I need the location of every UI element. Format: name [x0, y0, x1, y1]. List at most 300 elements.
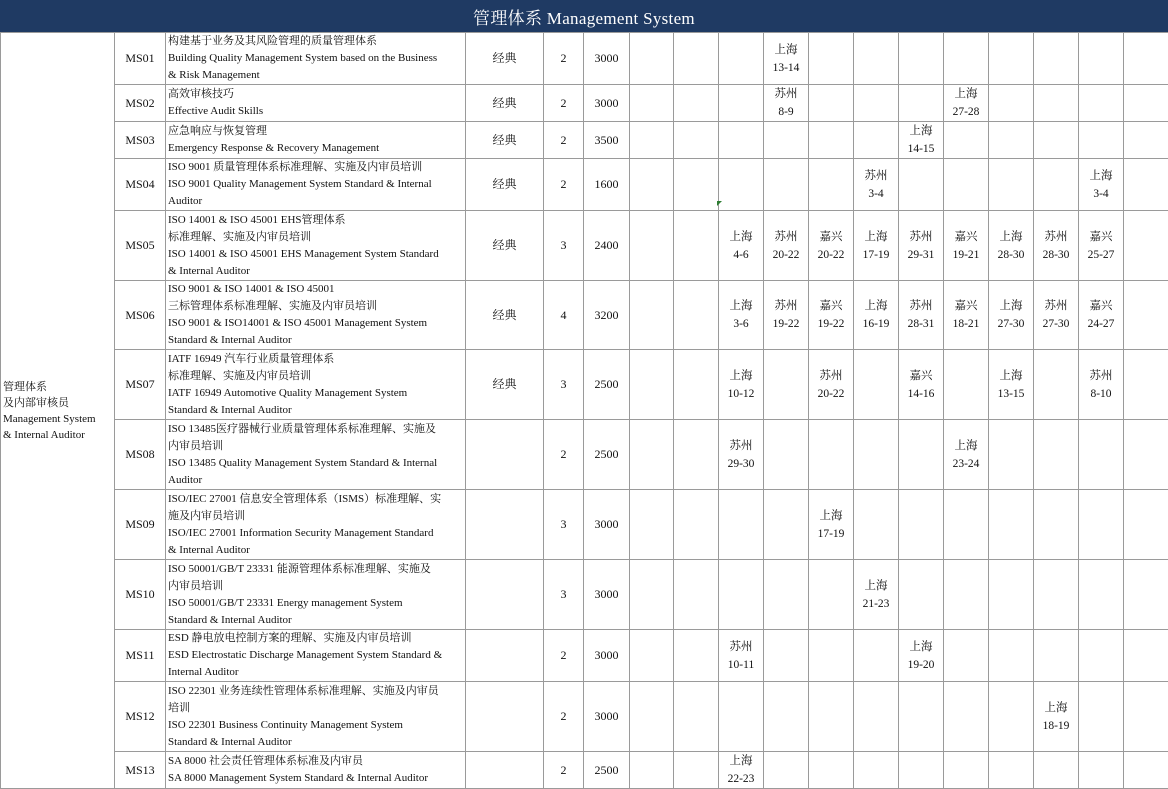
schedule-cell: [899, 122, 944, 159]
schedule-cell: [1034, 211, 1079, 281]
course-name-line: Effective Audit Skills: [168, 103, 463, 120]
session-dates: 29-30: [719, 455, 763, 473]
course-name-line: & Risk Management: [168, 67, 463, 84]
blank-cell: [674, 281, 719, 350]
schedule-cell: [809, 159, 854, 211]
schedule-cell: [1079, 752, 1124, 789]
schedule-cell: [989, 211, 1034, 281]
blank-cell: [1124, 560, 1168, 630]
blank-cell: [1124, 490, 1168, 560]
course-type: 经典: [466, 33, 544, 85]
schedule-cell: [764, 560, 809, 630]
session-city: 上海: [989, 228, 1033, 246]
schedule-cell: [989, 560, 1034, 630]
schedule-cell: [899, 682, 944, 752]
schedule-cell: [809, 122, 854, 159]
session-city: 上海: [764, 41, 808, 59]
schedule-cell: [854, 159, 899, 211]
course-price: 3000: [584, 560, 630, 630]
schedule-cell: [854, 33, 899, 85]
session-dates: 20-22: [809, 246, 853, 264]
session-dates: 29-31: [899, 246, 943, 264]
session-city: 上海: [989, 367, 1033, 385]
course-name: [166, 752, 466, 789]
course-type: [466, 490, 544, 560]
course-name-line: ISO 22301 业务连续性管理体系标准理解、实施及内审员: [168, 683, 463, 700]
course-name-line: ESD 静电放电控制方案的理解、实施及内审员培训: [168, 630, 463, 647]
blank-cell: [674, 682, 719, 752]
course-name-line: ISO/IEC 27001 Information Security Management Standard: [168, 525, 463, 542]
schedule-cell: [1079, 350, 1124, 420]
table-row: [1, 560, 1168, 630]
course-type: [466, 752, 544, 789]
blank-cell: [630, 281, 674, 350]
schedule-cell: [764, 281, 809, 350]
schedule-cell: [809, 350, 854, 420]
schedule-cell: [719, 350, 764, 420]
session-dates: 23-24: [944, 455, 988, 473]
course-price: 3200: [584, 281, 630, 350]
cell-comment-marker: [717, 201, 722, 206]
schedule-cell: [944, 682, 989, 752]
course-days: 3: [544, 490, 584, 560]
schedule-cell: [899, 159, 944, 211]
schedule-cell: [1034, 33, 1079, 85]
session-city: 嘉兴: [944, 228, 988, 246]
schedule-cell: [989, 281, 1034, 350]
schedule-cell: [809, 33, 854, 85]
schedule-cell: [854, 211, 899, 281]
session-city: 苏州: [1079, 367, 1123, 385]
session-city: 苏州: [764, 85, 808, 103]
course-days: 4: [544, 281, 584, 350]
schedule-cell: [764, 682, 809, 752]
blank-cell: [674, 630, 719, 682]
course-name-line: 培训: [168, 700, 463, 717]
course-name-line: ISO 9001 Quality Management System Standard & Internal: [168, 176, 463, 193]
session-city: 上海: [1079, 167, 1123, 185]
schedule-cell: [1079, 122, 1124, 159]
table-row: [1, 33, 1168, 85]
schedule-cell: [899, 350, 944, 420]
table-row: [1, 159, 1168, 211]
blank-cell: [630, 752, 674, 789]
course-name: [166, 33, 466, 85]
schedule-cell: [899, 752, 944, 789]
session-dates: 10-11: [719, 656, 763, 674]
course-name-line: Standard & Internal Auditor: [168, 332, 463, 349]
schedule-cell: [944, 85, 989, 122]
table-row: [1, 85, 1168, 122]
course-name-line: 高效审核技巧: [168, 86, 463, 103]
course-price: 1600: [584, 159, 630, 211]
session-city: 苏州: [1034, 228, 1078, 246]
schedule-cell: [989, 33, 1034, 85]
session-dates: 19-22: [809, 315, 853, 333]
schedule-cell: [764, 630, 809, 682]
course-code: MS04: [115, 159, 166, 211]
course-price: 3500: [584, 122, 630, 159]
schedule-cell: [1079, 211, 1124, 281]
course-code: MS05: [115, 211, 166, 281]
blank-cell: [630, 350, 674, 420]
session-dates: 20-22: [764, 246, 808, 264]
schedule-cell: [989, 122, 1034, 159]
course-name-line: 三标管理体系标准理解、实施及内审员培训: [168, 298, 463, 315]
schedule-cell: [1034, 122, 1079, 159]
blank-cell: [674, 560, 719, 630]
course-code: MS02: [115, 85, 166, 122]
course-name-line: ISO 9001 & ISO 14001 & ISO 45001: [168, 281, 463, 298]
session-city: 嘉兴: [899, 367, 943, 385]
blank-cell: [630, 33, 674, 85]
course-price: 3000: [584, 682, 630, 752]
course-name-line: ISO 9001 & ISO14001 & ISO 45001 Management System: [168, 315, 463, 332]
schedule-cell: [944, 159, 989, 211]
course-days: 2: [544, 33, 584, 85]
course-name-line: IATF 16949 Automotive Quality Management System: [168, 385, 463, 402]
course-code: MS08: [115, 420, 166, 490]
schedule-cell: [1079, 159, 1124, 211]
blank-cell: [674, 159, 719, 211]
schedule-cell: [899, 560, 944, 630]
schedule-cell: [1079, 33, 1124, 85]
course-name: [166, 420, 466, 490]
course-name-line: ISO 50001/GB/T 23331 能源管理体系标准理解、实施及: [168, 561, 463, 578]
course-price: 3000: [584, 490, 630, 560]
course-code: MS12: [115, 682, 166, 752]
schedule-cell: [809, 420, 854, 490]
course-name: [166, 281, 466, 350]
course-name-line: ISO/IEC 27001 信息安全管理体系（ISMS）标准理解、实: [168, 491, 463, 508]
schedule-cell: [809, 630, 854, 682]
schedule-cell: [1034, 85, 1079, 122]
course-price: 2500: [584, 752, 630, 789]
session-dates: 28-31: [899, 315, 943, 333]
session-city: 苏州: [1034, 297, 1078, 315]
schedule-cell: [764, 85, 809, 122]
session-dates: 17-19: [854, 246, 898, 264]
course-days: 2: [544, 420, 584, 490]
course-days: 2: [544, 630, 584, 682]
session-dates: 3-4: [854, 185, 898, 203]
blank-cell: [1124, 33, 1168, 85]
blank-cell: [1124, 752, 1168, 789]
session-city: 上海: [944, 437, 988, 455]
schedule-cell: [854, 490, 899, 560]
schedule-cell: [719, 682, 764, 752]
session-dates: 28-30: [989, 246, 1033, 264]
course-type: 经典: [466, 350, 544, 420]
course-name-line: SA 8000 社会责任管理体系标准及内审员: [168, 753, 463, 770]
session-dates: 3-6: [719, 315, 763, 333]
schedule-cell: [719, 420, 764, 490]
blank-cell: [630, 420, 674, 490]
course-type: 经典: [466, 85, 544, 122]
schedule-cell: [944, 122, 989, 159]
table-row: [1, 281, 1168, 350]
schedule-cell: [719, 490, 764, 560]
course-name-line: ISO 14001 & ISO 45001 EHS Management System Standard: [168, 246, 463, 263]
session-dates: 27-28: [944, 103, 988, 121]
course-name-line: & Internal Auditor: [168, 263, 463, 280]
course-name-line: 标准理解、实施及内审员培训: [168, 368, 463, 385]
schedule-cell: [854, 350, 899, 420]
course-name-line: 应急响应与恢复管理: [168, 123, 463, 140]
category-cell: [1, 33, 115, 789]
course-name: [166, 682, 466, 752]
blank-cell: [674, 490, 719, 560]
schedule-cell: [809, 682, 854, 752]
blank-cell: [674, 33, 719, 85]
course-days: 3: [544, 350, 584, 420]
schedule-cell: [899, 33, 944, 85]
schedule-cell: [1034, 159, 1079, 211]
session-dates: 14-15: [899, 140, 943, 158]
course-type: 经典: [466, 281, 544, 350]
table-row: [1, 420, 1168, 490]
schedule-cell: [944, 350, 989, 420]
course-name-line: 内审员培训: [168, 578, 463, 595]
session-city: 苏州: [719, 437, 763, 455]
schedule-cell: [1034, 490, 1079, 560]
course-code: MS06: [115, 281, 166, 350]
blank-cell: [630, 490, 674, 560]
session-city: 苏州: [899, 228, 943, 246]
blank-cell: [674, 350, 719, 420]
schedule-cell: [1034, 281, 1079, 350]
schedule-cell: [764, 752, 809, 789]
schedule-cell: [1034, 420, 1079, 490]
session-city: 嘉兴: [809, 228, 853, 246]
table-row: [1, 211, 1168, 281]
session-dates: 4-6: [719, 246, 763, 264]
schedule-cell: [719, 211, 764, 281]
session-dates: 8-9: [764, 103, 808, 121]
course-name-line: 内审员培训: [168, 438, 463, 455]
course-name-line: IATF 16949 汽车行业质量管理体系: [168, 351, 463, 368]
session-dates: 21-23: [854, 595, 898, 613]
schedule-cell: [1079, 281, 1124, 350]
blank-cell: [1124, 630, 1168, 682]
course-name: [166, 211, 466, 281]
session-city: 上海: [989, 297, 1033, 315]
course-name-line: ISO 9001 质量管理体系标准理解、实施及内审员培训: [168, 159, 463, 176]
session-city: 上海: [944, 85, 988, 103]
schedule-cell: [809, 211, 854, 281]
course-name-line: ISO 22301 Business Continuity Management System: [168, 717, 463, 734]
blank-cell: [674, 211, 719, 281]
blank-cell: [630, 682, 674, 752]
blank-cell: [674, 85, 719, 122]
schedule-cell: [719, 85, 764, 122]
schedule-cell: [719, 33, 764, 85]
table-row: [1, 490, 1168, 560]
course-name-line: Internal Auditor: [168, 664, 463, 681]
schedule-cell: [719, 122, 764, 159]
schedule-cell: [1079, 630, 1124, 682]
course-schedule-table: [0, 32, 1168, 789]
session-dates: 13-15: [989, 385, 1033, 403]
session-city: 嘉兴: [1079, 297, 1123, 315]
schedule-cell: [719, 159, 764, 211]
course-code: MS07: [115, 350, 166, 420]
course-name-line: ESD Electrostatic Discharge Management System Standard &: [168, 647, 463, 664]
blank-cell: [630, 159, 674, 211]
schedule-cell: [719, 630, 764, 682]
session-dates: 16-19: [854, 315, 898, 333]
session-dates: 3-4: [1079, 185, 1123, 203]
course-name-line: ISO 13485 Quality Management System Standard & Internal: [168, 455, 463, 472]
session-dates: 28-30: [1034, 246, 1078, 264]
schedule-cell: [944, 420, 989, 490]
course-name: [166, 85, 466, 122]
table-row: [1, 350, 1168, 420]
course-days: 2: [544, 85, 584, 122]
session-city: 上海: [899, 122, 943, 140]
session-dates: 18-21: [944, 315, 988, 333]
blank-cell: [630, 560, 674, 630]
session-city: 上海: [719, 367, 763, 385]
schedule-cell: [854, 85, 899, 122]
session-city: 上海: [899, 638, 943, 656]
schedule-cell: [989, 350, 1034, 420]
schedule-cell: [899, 281, 944, 350]
course-price: 3000: [584, 630, 630, 682]
schedule-cell: [854, 682, 899, 752]
course-name: [166, 560, 466, 630]
session-dates: 27-30: [989, 315, 1033, 333]
schedule-cell: [764, 159, 809, 211]
course-price: 3000: [584, 33, 630, 85]
schedule-cell: [1079, 420, 1124, 490]
session-city: 上海: [854, 577, 898, 595]
session-dates: 17-19: [809, 525, 853, 543]
schedule-cell: [944, 560, 989, 630]
schedule-cell: [719, 752, 764, 789]
table-row: [1, 630, 1168, 682]
course-code: MS11: [115, 630, 166, 682]
schedule-cell: [899, 211, 944, 281]
session-dates: 19-22: [764, 315, 808, 333]
course-name-line: SA 8000 Management System Standard & Internal Auditor: [168, 770, 463, 787]
schedule-cell: [764, 211, 809, 281]
schedule-cell: [809, 490, 854, 560]
schedule-cell: [809, 85, 854, 122]
course-name-line: 施及内审员培训: [168, 508, 463, 525]
session-city: 上海: [719, 752, 763, 770]
category-label: & Internal Auditor: [3, 427, 114, 443]
blank-cell: [1124, 682, 1168, 752]
schedule-cell: [809, 752, 854, 789]
course-name-line: ISO 14001 & ISO 45001 EHS管理体系: [168, 212, 463, 229]
session-dates: 8-10: [1079, 385, 1123, 403]
course-code: MS03: [115, 122, 166, 159]
schedule-cell: [944, 752, 989, 789]
session-dates: 24-27: [1079, 315, 1123, 333]
course-name-line: Auditor: [168, 193, 463, 210]
category-label: 及内部审核员: [3, 395, 114, 411]
blank-cell: [630, 211, 674, 281]
schedule-cell: [944, 490, 989, 560]
schedule-cell: [854, 630, 899, 682]
schedule-cell: [1034, 350, 1079, 420]
blank-cell: [630, 122, 674, 159]
session-dates: 22-23: [719, 770, 763, 788]
course-price: 2400: [584, 211, 630, 281]
session-city: 上海: [854, 228, 898, 246]
session-city: 嘉兴: [1079, 228, 1123, 246]
schedule-cell: [944, 211, 989, 281]
schedule-cell: [944, 630, 989, 682]
course-code: MS13: [115, 752, 166, 789]
schedule-cell: [989, 159, 1034, 211]
course-price: 2500: [584, 350, 630, 420]
schedule-cell: [854, 752, 899, 789]
course-name-line: ISO 50001/GB/T 23331 Energy management System: [168, 595, 463, 612]
schedule-cell: [989, 490, 1034, 560]
course-name-line: Building Quality Management System based on the Business: [168, 50, 463, 67]
schedule-cell: [764, 350, 809, 420]
schedule-cell: [1034, 752, 1079, 789]
course-name-line: 构建基于业务及其风险管理的质量管理体系: [168, 33, 463, 50]
course-name-line: ISO 13485医疗器械行业质量管理体系标准理解、实施及: [168, 421, 463, 438]
blank-cell: [630, 630, 674, 682]
course-price: 3000: [584, 85, 630, 122]
schedule-cell: [854, 560, 899, 630]
schedule-cell: [989, 420, 1034, 490]
session-city: 上海: [854, 297, 898, 315]
schedule-cell: [899, 420, 944, 490]
schedule-cell: [899, 490, 944, 560]
course-name: [166, 630, 466, 682]
schedule-cell: [809, 560, 854, 630]
session-dates: 14-16: [899, 385, 943, 403]
schedule-cell: [764, 420, 809, 490]
session-dates: 18-19: [1034, 717, 1078, 735]
schedule-cell: [1034, 630, 1079, 682]
schedule-cell: [854, 122, 899, 159]
table-row: [1, 752, 1168, 789]
course-name: [166, 159, 466, 211]
schedule-cell: [899, 85, 944, 122]
category-label: Management System: [3, 411, 114, 427]
session-city: 苏州: [719, 638, 763, 656]
blank-cell: [1124, 211, 1168, 281]
schedule-cell: [809, 281, 854, 350]
course-type: [466, 560, 544, 630]
course-code: MS01: [115, 33, 166, 85]
course-price: 2500: [584, 420, 630, 490]
blank-cell: [630, 85, 674, 122]
course-code: MS09: [115, 490, 166, 560]
course-type: 经典: [466, 122, 544, 159]
session-city: 上海: [809, 507, 853, 525]
schedule-cell: [764, 122, 809, 159]
session-dates: 27-30: [1034, 315, 1078, 333]
schedule-cell: [989, 85, 1034, 122]
schedule-cell: [764, 490, 809, 560]
course-name-line: Standard & Internal Auditor: [168, 734, 463, 751]
session-dates: 25-27: [1079, 246, 1123, 264]
course-name-line: Standard & Internal Auditor: [168, 612, 463, 629]
session-city: 苏州: [899, 297, 943, 315]
course-days: 2: [544, 159, 584, 211]
session-city: 嘉兴: [809, 297, 853, 315]
course-name-line: & Internal Auditor: [168, 542, 463, 559]
session-dates: 20-22: [809, 385, 853, 403]
schedule-cell: [764, 33, 809, 85]
